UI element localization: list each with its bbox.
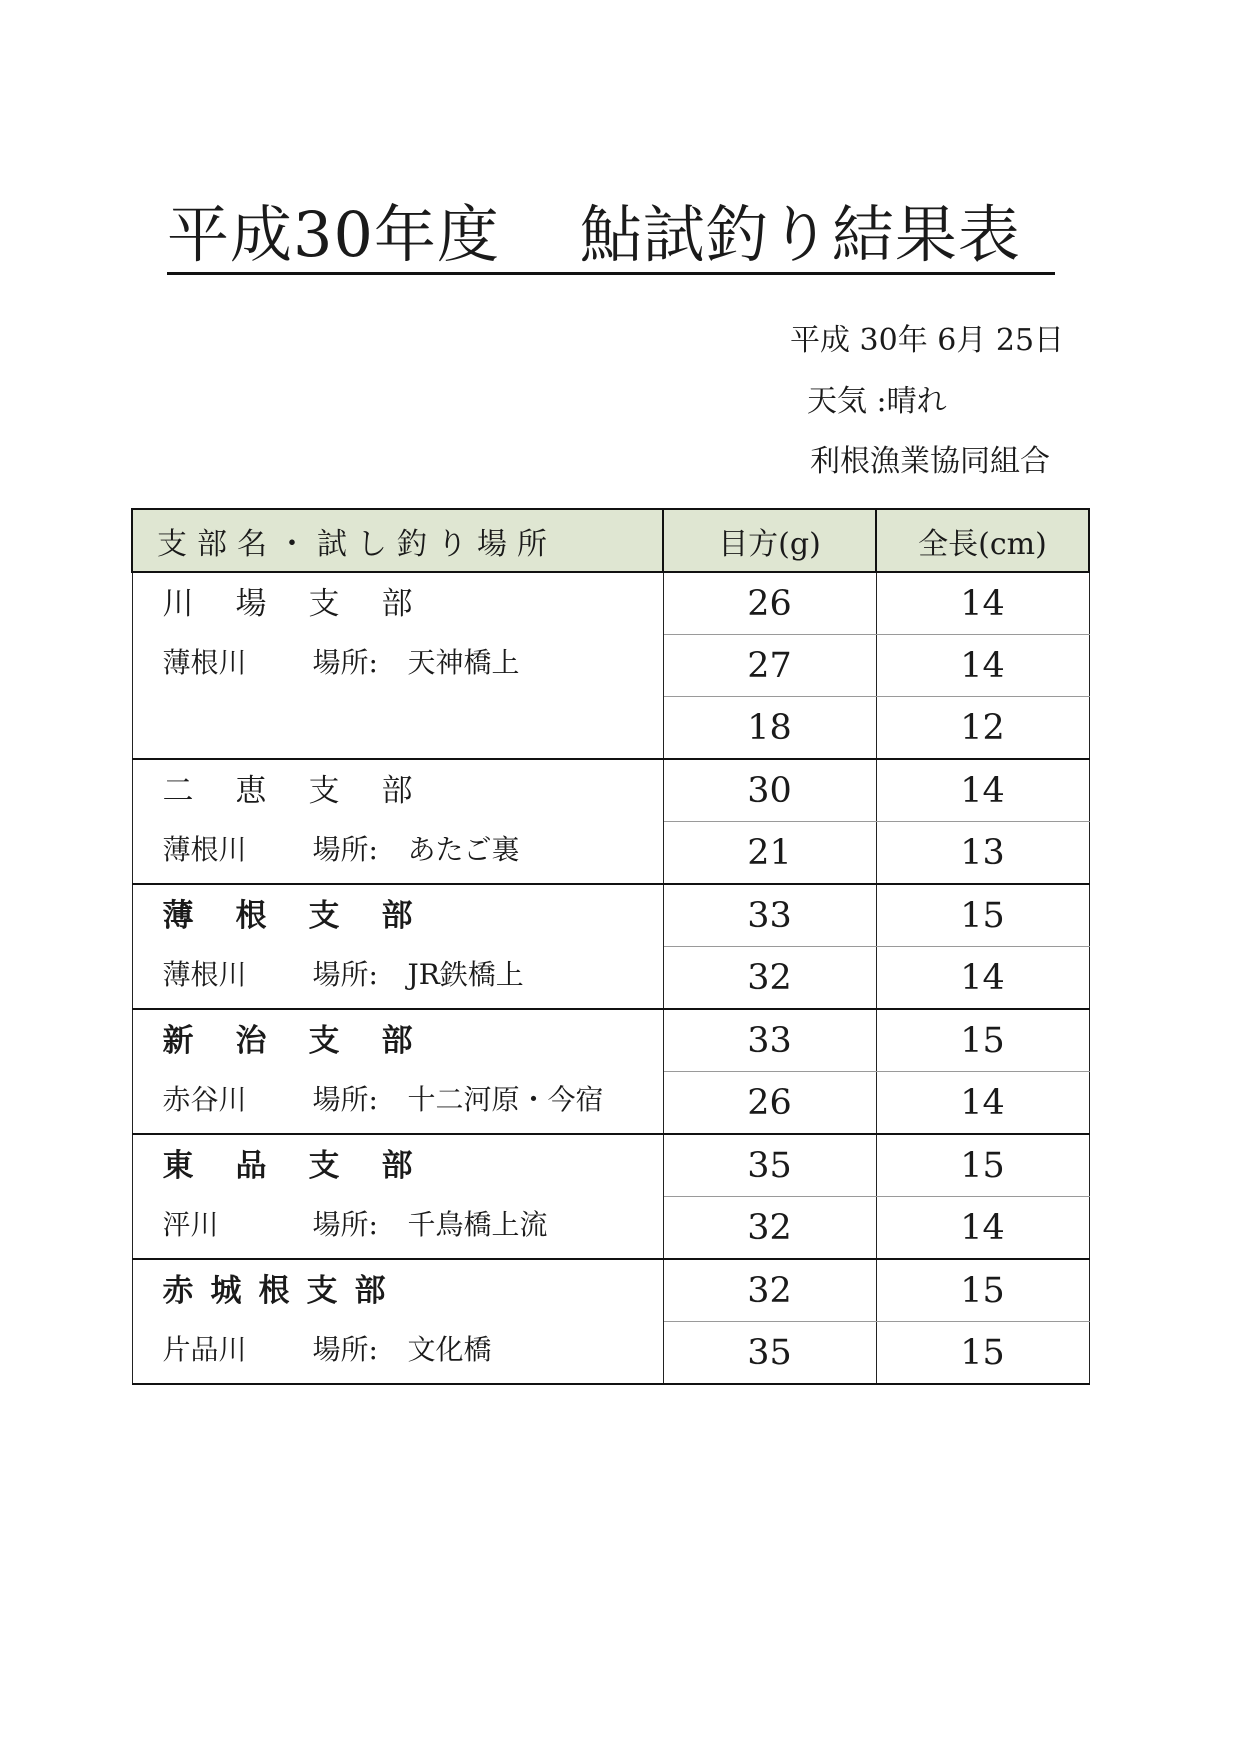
header-branch-location: 支部名・試し釣り場所 xyxy=(132,509,663,572)
branch-name: 赤 城 根 支 部 xyxy=(162,1273,388,1309)
branch-name: 薄 根 支 部 xyxy=(162,898,415,934)
river-name: 泙川 xyxy=(162,1208,219,1241)
organization-name: 利根漁業協同組合 xyxy=(810,444,1050,479)
weather-text: 天気 :晴れ xyxy=(807,384,947,419)
length-cell: 14 xyxy=(876,572,1089,635)
table-row xyxy=(132,759,1089,822)
table-row xyxy=(132,1134,1089,1197)
weight-cell: 27 xyxy=(663,635,876,697)
length-cell: 12 xyxy=(876,697,1089,760)
place-name: 千鳥橋上流 xyxy=(407,1208,548,1241)
branch-name: 二 恵 支 部 xyxy=(162,773,415,809)
table-header-row xyxy=(132,509,1089,572)
table-row xyxy=(132,1259,1089,1322)
report-date: 平成 30年 6月 25日 xyxy=(790,323,1065,358)
place-name: 天神橋上 xyxy=(407,646,520,679)
river-name: 片品川 xyxy=(162,1333,247,1366)
weight-cell: 35 xyxy=(663,1134,876,1197)
page-title xyxy=(167,200,1055,275)
river-name: 薄根川 xyxy=(162,833,247,866)
branch-cell xyxy=(132,884,663,1009)
weight-cell: 21 xyxy=(663,822,876,885)
header-length: 全長(cm) xyxy=(876,509,1089,572)
branch-name: 川 場 支 部 xyxy=(162,586,415,622)
branch-name: 新 治 支 部 xyxy=(162,1023,415,1059)
length-cell: 14 xyxy=(876,635,1089,697)
length-cell: 14 xyxy=(876,947,1089,1010)
river-name: 赤谷川 xyxy=(162,1083,247,1116)
place-label: 場所: xyxy=(312,646,378,679)
title-main: 鮎試釣り結果表 xyxy=(579,198,1021,271)
length-cell: 14 xyxy=(876,1197,1089,1260)
weight-cell: 32 xyxy=(663,1259,876,1322)
river-name: 薄根川 xyxy=(162,958,247,991)
place-label: 場所: xyxy=(312,833,378,866)
branch-location xyxy=(133,624,663,683)
weight-cell: 26 xyxy=(663,1072,876,1135)
weight-cell: 26 xyxy=(663,572,876,635)
header-weight: 目方(g) xyxy=(663,509,876,572)
table-row xyxy=(132,572,1089,635)
weight-cell: 18 xyxy=(663,697,876,760)
length-cell: 15 xyxy=(876,1009,1089,1072)
length-cell: 15 xyxy=(876,1134,1089,1197)
river-name: 薄根川 xyxy=(162,646,247,679)
weight-cell: 33 xyxy=(663,884,876,947)
place-name: 十二河原・今宿 xyxy=(407,1083,604,1116)
place-name: JR鉄橋上 xyxy=(407,958,524,991)
branch-name: 東 品 支 部 xyxy=(162,1148,415,1184)
place-label: 場所: xyxy=(312,1208,378,1241)
length-cell: 14 xyxy=(876,759,1089,822)
branch-cell xyxy=(132,572,663,759)
branch-location xyxy=(133,811,663,870)
length-cell: 15 xyxy=(876,884,1089,947)
weight-cell: 35 xyxy=(663,1322,876,1385)
length-cell: 15 xyxy=(876,1259,1089,1322)
place-label: 場所: xyxy=(312,1083,378,1116)
weight-cell: 32 xyxy=(663,1197,876,1260)
table-row xyxy=(132,1009,1089,1072)
place-name: あたご裏 xyxy=(407,833,520,866)
table-row xyxy=(132,884,1089,947)
branch-cell xyxy=(132,1259,663,1384)
place-name: 文化橋 xyxy=(407,1333,492,1366)
branch-cell xyxy=(132,759,663,884)
branch-location xyxy=(133,936,663,995)
weight-cell: 33 xyxy=(663,1009,876,1072)
results-table xyxy=(131,508,1090,1385)
weight-cell: 32 xyxy=(663,947,876,1010)
title-year: 平成30年度 xyxy=(167,198,500,271)
branch-location xyxy=(133,1311,663,1370)
length-cell: 14 xyxy=(876,1072,1089,1135)
branch-cell xyxy=(132,1009,663,1134)
branch-location xyxy=(133,1186,663,1245)
length-cell: 15 xyxy=(876,1322,1089,1385)
weight-cell: 30 xyxy=(663,759,876,822)
place-label: 場所: xyxy=(312,1333,378,1366)
length-cell: 13 xyxy=(876,822,1089,885)
branch-location xyxy=(133,1061,663,1120)
branch-cell xyxy=(132,1134,663,1259)
place-label: 場所: xyxy=(312,958,378,991)
